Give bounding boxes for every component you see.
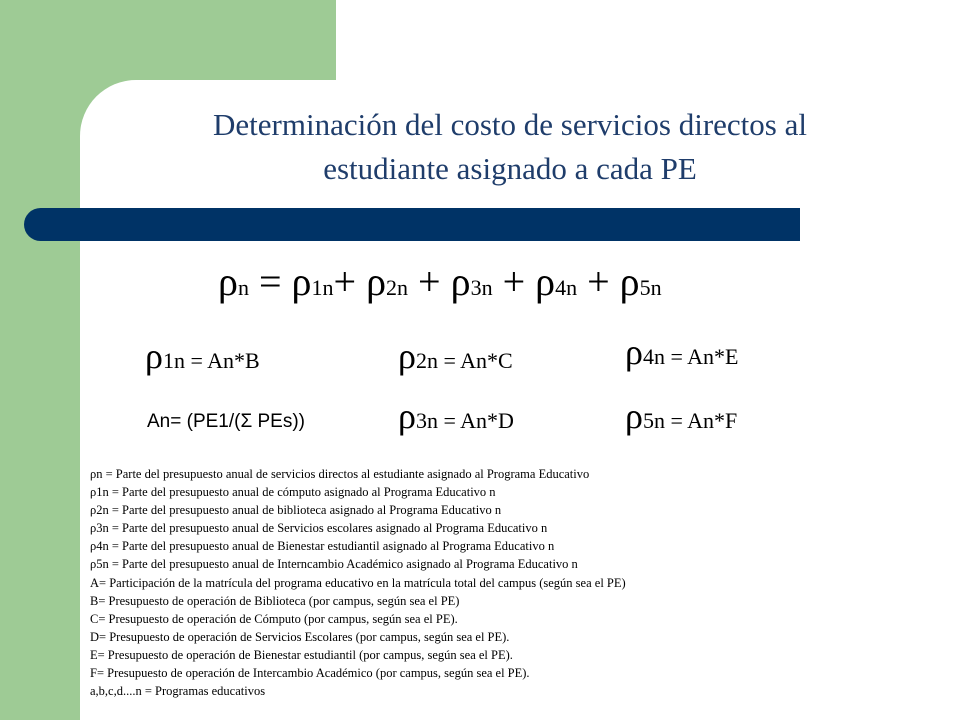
equation-body: = An*F (664, 408, 738, 433)
definition-item: a,b,c,d....n = Programas educativos (90, 684, 266, 699)
main-formula (218, 254, 662, 316)
formula-plus: + (333, 259, 357, 304)
definition-item: ρ5n = Parte del presupuesto anual de Interncambio Académico asignado al Programa Educativo n (90, 557, 578, 572)
formula-plus: + (408, 259, 451, 304)
equation-body: = An*E (664, 344, 739, 369)
an-definition: An= (PE1/(Σ PEs)) (147, 411, 305, 432)
formula-plus: + (577, 259, 620, 304)
rho-symbol: ρ (291, 259, 312, 304)
definition-item: C= Presupuesto de operación de Cómputo (por campus, según sea el PE). (90, 611, 458, 626)
equation-body: = An*B (184, 348, 260, 373)
definition-item: E= Presupuesto de operación de Bienestar estudiantil (por campus, según sea el PE). (90, 647, 513, 662)
rho-symbol: ρ (398, 336, 416, 376)
rho-symbol: ρ (619, 259, 640, 304)
definition-item: A= Participación de la matrícula del programa educativo en la matrícula total del campus (según sea el PE) (90, 575, 626, 590)
formula-subscript: 3n (470, 275, 493, 300)
equation-subscript: 5n (642, 408, 665, 433)
definition-item: ρ3n = Parte del presupuesto anual de Servicios escolares asignado al Programa Educativo n (90, 521, 548, 536)
formula-equals: = (248, 259, 292, 304)
definition-item: ρ1n = Parte del presupuesto anual de cómputo asignado al Programa Educativo n (90, 485, 496, 500)
slide-title (150, 103, 870, 191)
definition-item: ρ2n = Parte del presupuesto anual de biblioteca asignado al Programa Educativo n (90, 503, 502, 518)
equation-rho1 (145, 334, 260, 386)
equation-rho2 (398, 334, 513, 386)
equation-subscript: 4n (642, 344, 665, 369)
rho-symbol: ρ (535, 259, 556, 304)
equation-rho4 (625, 330, 739, 382)
rho-symbol: ρ (398, 396, 416, 436)
definition-item: B= Presupuesto de operación de Biblioteca (por campus, según sea el PE) (90, 593, 460, 608)
equation-subscript: 1n (162, 348, 185, 373)
definition-item: D= Presupuesto de operación de Servicios Escolares (por campus, según sea el PE). (90, 629, 510, 644)
rho-symbol: ρ (218, 259, 238, 304)
definition-item: ρn = Parte del presupuesto anual de servicios directos al estudiante asignado al Programa Educativo (90, 467, 590, 481)
equation-body: = An*C (437, 348, 513, 373)
definition-item: F= Presupuesto de operación de Intercambio Académico (por campus, según sea el PE). (90, 666, 530, 681)
definitions-list (90, 465, 626, 700)
title-line-2: estudiante asignado a cada PE (323, 151, 697, 186)
rho-symbol: ρ (625, 396, 643, 436)
equation-body: = An*D (437, 408, 514, 433)
rho-symbol: ρ (450, 259, 471, 304)
formula-subscript: 2n (386, 275, 409, 300)
title-line-1: Determinación del costo de servicios directos al (213, 107, 807, 142)
formula-plus: + (492, 259, 536, 304)
rho-symbol: ρ (625, 332, 643, 372)
equation-subscript: 2n (415, 348, 438, 373)
formula-subscript: 4n (555, 275, 578, 300)
formula-subscript: 1n (311, 275, 334, 300)
definition-item: ρ4n = Parte del presupuesto anual de Bienestar estudiantil asignado al Programa Educativo n (90, 539, 555, 554)
equation-rho5 (625, 394, 737, 446)
rho-symbol: ρ (366, 259, 387, 304)
equation-subscript: 3n (415, 408, 438, 433)
equation-rho3 (398, 394, 514, 446)
rho-symbol: ρ (145, 336, 163, 376)
formula-subscript: 5n (639, 275, 662, 300)
title-divider-bar (24, 208, 800, 241)
formula-subscript: n (237, 275, 249, 300)
